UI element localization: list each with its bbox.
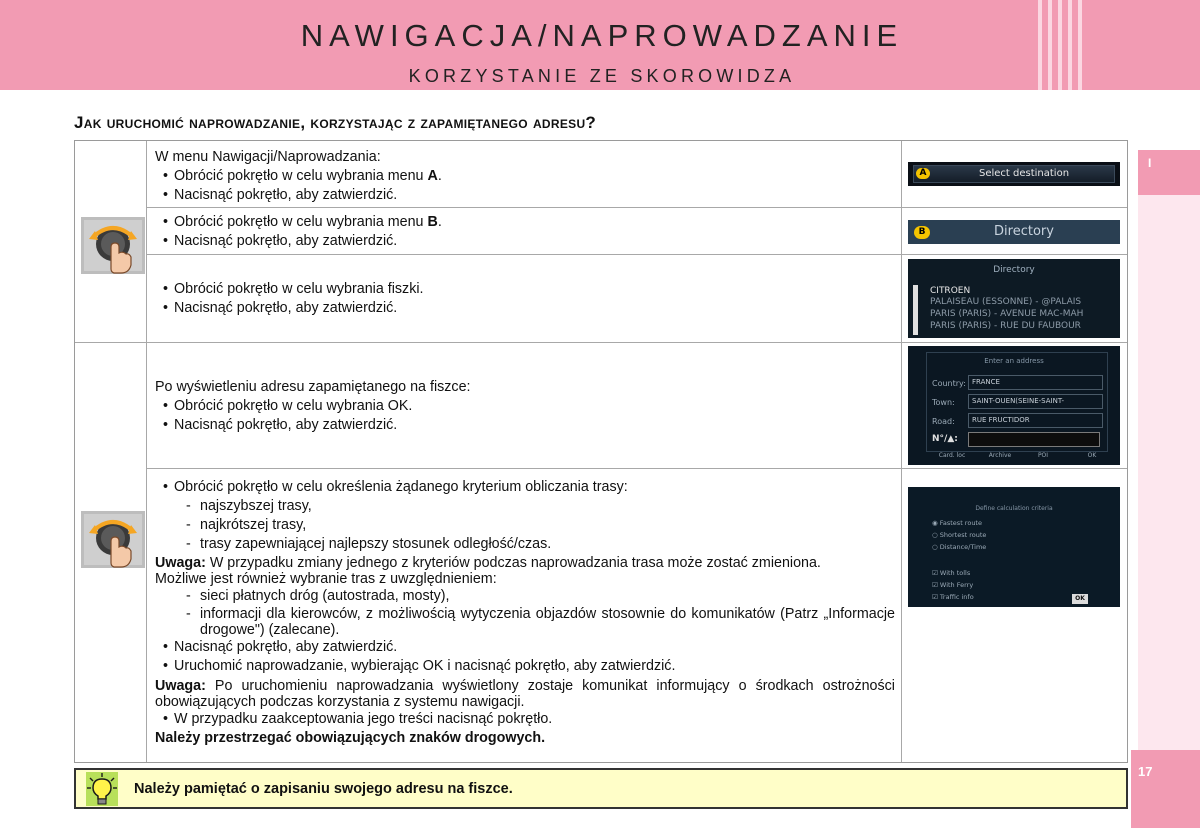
screen-directory-list: Directory CITROEN PALAISEAU (ESSONNE) - @PALAIS PARIS (PARIS) - AVENUE MAC-MAH PARIS (PARIS) - RUE DU FAUBOUR xyxy=(908,259,1120,338)
chapter-label: I xyxy=(1148,156,1152,170)
screen-select-destination: A Select destination xyxy=(908,162,1120,186)
page-subtitle: KORZYSTANIE ZE SKOROWIDZA xyxy=(408,66,796,86)
page-header xyxy=(0,0,1200,90)
chapter-tab xyxy=(1138,150,1200,195)
radio-option[interactable]: ○ Shortest route xyxy=(932,531,987,539)
page-title: NAWIGACJA/NAPROWADZANIE xyxy=(300,18,904,53)
address-button[interactable]: POI xyxy=(1037,452,1049,459)
step-4-text: Po wyświetleniu adresu zapamiętanego na fiszce: • Obrócić pokrętło w celu wybrania OK. • Nacisnąć pokrętło, aby zatwierdzić. xyxy=(155,378,895,435)
screen-criteria: Define calculation criteria ◉ Fastest route ○ Shortest route ○ Distance/Time ☑ With tolls ☑ With Ferry ☑ Traffic info OK xyxy=(908,487,1120,607)
instruction-table xyxy=(74,140,1128,763)
step-5-text: • Obrócić pokrętło w celu określenia żądanego kryterium obliczania trasy: - najszybszej trasy, - najkrótszej trasy, - trasy zapewniającej najlepszy stosunek odległość/czas. Uwaga: W przypadku zmiany jednego z kryteriów podczas naprowadzania trasa może zostać zmieniona. Możliwe jest również wybranie tras z uwzględnieniem: - sieci płatnych dróg (autostrada, mosty), - informacji dla kierowców, z możliwością wytyczenia objazdów stosownie do komunikatów (Patrz „Informacje drogowe") (zalecane). • Nacisnąć pokrętło, aby zatwierdzić. • Uruchomić naprowadzanie, wybierając OK i nacisnąć pokrętło, aby zatwierdzić. Uwaga: Po uruchomieniu naprowadzania wyświetlony zostaje komunikat informujący o środkach ostrożności obowiązujących podczas korzystania z systemu nawigacji. • W przypadku zaakceptowania jego treści nacisnąć pokrętło. Należy przestrzegać obowiązujących znaków drogowych. xyxy=(155,478,895,748)
list-item[interactable]: PALAISEAU (ESSONNE) - @PALAIS xyxy=(930,297,1082,307)
address-button[interactable]: OK xyxy=(1087,452,1097,459)
address-button[interactable]: Card. loc xyxy=(938,452,966,459)
note-2: Uwaga: Po uruchomieniu naprowadzania wyświetlony zostaje komunikat informujący o środkach ostrożności obowiązujących podczas korzystania z systemu nawigacji. xyxy=(155,678,895,710)
checkbox-option[interactable]: ☑ With tolls xyxy=(932,569,971,577)
step-2-text: • Obrócić pokrętło w celu wybrania menu B. • Nacisnąć pokrętło, aby zatwierdzić. xyxy=(155,213,895,251)
tip-text: Należy pamiętać o zapisaniu swojego adresu na fiszce. xyxy=(134,781,513,797)
step-1-text: W menu Nawigacji/Naprowadzania: • Obrócić pokrętło w celu wybrania menu A. • Nacisnąć pokrętło, aby zatwierdzić. xyxy=(155,148,895,205)
ok-button[interactable]: OK xyxy=(1072,594,1088,604)
step-3-text: • Obrócić pokrętło w celu wybrania fiszki. • Nacisnąć pokrętło, aby zatwierdzić. xyxy=(155,280,895,318)
checkbox-option[interactable]: ☑ Traffic info xyxy=(932,593,974,601)
list-item[interactable]: CITROEN xyxy=(930,286,971,296)
badge-a: A xyxy=(916,168,930,179)
note-1: Uwaga: W przypadku zmiany jednego z kryteriów podczas naprowadzania trasa może zostać zmieniona. xyxy=(155,555,821,571)
address-button[interactable]: Archive xyxy=(988,452,1012,459)
radio-option[interactable]: ◉ Fastest route xyxy=(932,519,982,527)
number-field[interactable] xyxy=(968,432,1100,447)
screen-address: Enter an address Country: FRANCE Town: SAINT-OUEN(SEINE-SAINT- Road: RUE FRUCTIDOR N°/▲: Card. loc Archive POI OK xyxy=(908,346,1120,465)
page-number-tab xyxy=(1131,750,1200,828)
town-field[interactable]: SAINT-OUEN(SEINE-SAINT- xyxy=(968,394,1103,409)
lightbulb-icon xyxy=(86,772,118,806)
side-strip xyxy=(1138,195,1200,750)
radio-option[interactable]: ○ Distance/Time xyxy=(932,543,987,551)
list-item[interactable]: PARIS (PARIS) - AVENUE MAC-MAH xyxy=(930,309,1084,319)
checkbox-option[interactable]: ☑ With Ferry xyxy=(932,581,974,589)
section-heading: Jak uruchomić naprowadzanie, korzystając z zapamiętanego adresu? xyxy=(74,113,597,132)
rotary-knob-icon xyxy=(81,511,145,568)
rotary-knob-icon xyxy=(81,217,145,274)
badge-b: B xyxy=(914,226,930,239)
list-item[interactable]: PARIS (PARIS) - RUE DU FAUBOUR xyxy=(930,321,1081,331)
country-field[interactable]: FRANCE xyxy=(968,375,1103,390)
screen-directory: B Directory xyxy=(908,220,1120,244)
road-field[interactable]: RUE FRUCTIDOR xyxy=(968,413,1103,428)
scrollbar[interactable] xyxy=(913,285,918,335)
tip-box xyxy=(74,768,1128,809)
page-number: 17 xyxy=(1138,764,1153,779)
